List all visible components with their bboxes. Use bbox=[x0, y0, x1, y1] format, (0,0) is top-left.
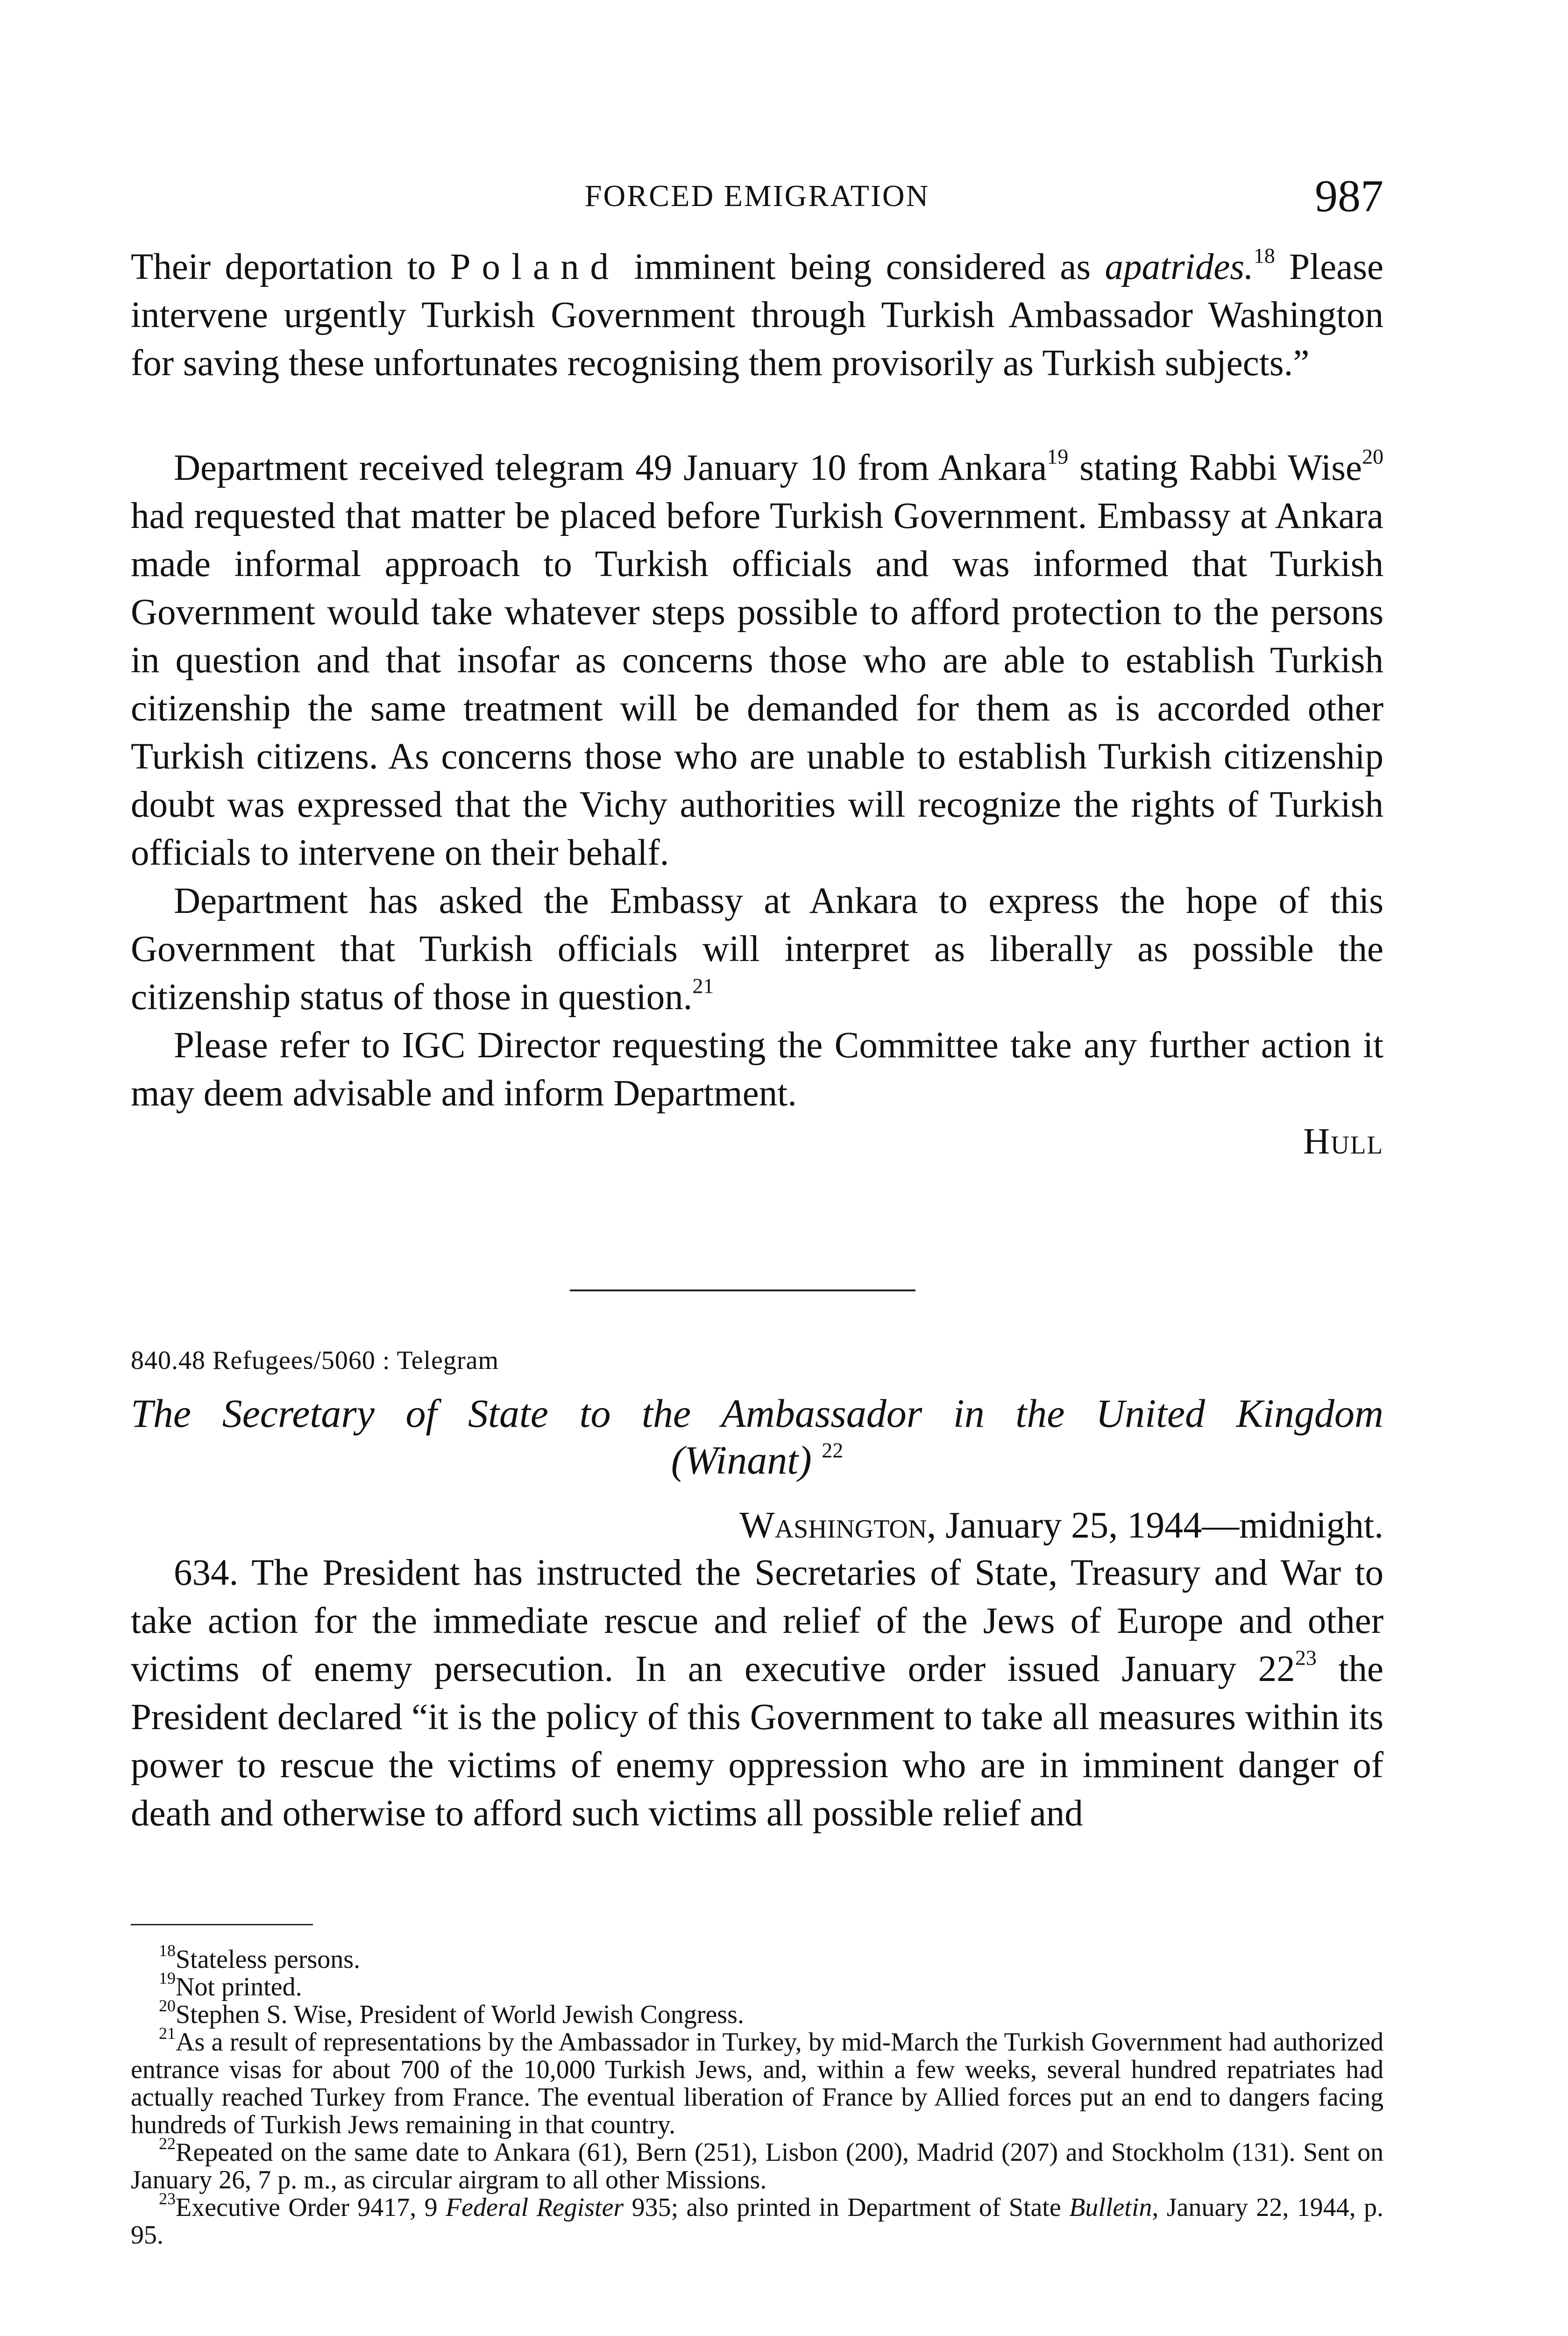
document-reference: 840.48 Refugees/5060 : Telegram bbox=[131, 1346, 499, 1375]
paragraph-ankara: Department received telegram 49 January 10 from Ankara$^{19}$ stating Rabbi Wise$^{20}$ had requested that matter be placed before Turkish Government. Embassy at Ankara made informal approach to Turkish officials and was informed that Turkish Government would take whatever steps possible to afford protection to the persons in question and that insofar as concerns those who are able to establish Turkish citizenship the same treatment will be demanded for them as is accorded other Turkish citizens. As concerns those who are unable to establish Turkish citizenship doubt was expressed that the Vichy authorities will recognize the rights of Turkish officials to intervene on their behalf. bbox=[131, 444, 1384, 873]
footnotes bbox=[131, 1941, 1384, 2250]
footnote-ref-21: 21 bbox=[692, 974, 714, 998]
dateline bbox=[739, 1504, 1384, 1547]
bulletin-title: Bulletin bbox=[1069, 2193, 1152, 2222]
page-number: 987 bbox=[1315, 171, 1384, 221]
footnote-23: $^{23}$Executive Order 9417, 9 Federal Register 935; also printed in Department of State Bulletin, January 22, 1944, p. 95. bbox=[131, 2189, 1384, 2250]
signature-hull: Hull bbox=[1303, 1121, 1384, 1162]
dateline-place: Washington bbox=[739, 1505, 927, 1546]
footnote-divider bbox=[131, 1924, 313, 1925]
footnote-20: $^{20}$Stephen S. Wise, President of World Jewish Congress. bbox=[159, 1996, 744, 2029]
apatrides-term: apatrides. bbox=[1105, 247, 1254, 287]
paragraph-634: 634. The President has instructed the Secretaries of State, Treasury and War to take action for the immediate rescue and relief of the Jews of Europe and other victims of enemy persecution. In an executive order issued January $22^{23}$ the President declared “it is the policy of this Government to take all measures within its power to rescue the victims of enemy oppression who are in imminent danger of death and otherwise to afford such victims all possible relief and bbox=[131, 1553, 1384, 1834]
telegram-634 bbox=[131, 1549, 1384, 1837]
footnote-22: $^{22}$Repeated on the same date to Ankara (61), Bern (251), Lisbon (200), Madrid (207) and Stockholm (131). Sent on January 26, 7 p. m., as circular airgram to all other Missions. bbox=[131, 2134, 1384, 2194]
footnote-21: $^{21}$As a result of representations by the Ambassador in Turkey, by mid-March the Turkish Government had authorized entrance visas for about 700 of the 10,000 Turkish Jews, and, within a few weeks, several hundred repatriates had actually reached Turkey from France. The eventual liberation of France by Allied forces put an end to dangers facing hundreds of Turkish Jews remaining in that country. bbox=[131, 2023, 1384, 2139]
footnote-ref-23: 23 bbox=[1295, 1645, 1317, 1670]
footnote-ref-20: 20 bbox=[1362, 444, 1384, 469]
federal-register-title: Federal Register bbox=[445, 2193, 624, 2222]
paragraph-embassy: Department has asked the Embassy at Ankara to express the hope of this Government that Turkish officials will interpret as liberally as possible the citizenship status of those in question.$^{21}$ bbox=[131, 881, 1384, 1018]
running-head-title: FORCED EMIGRATION bbox=[584, 179, 930, 213]
continuation-paragraph: Their deportation to Poland imminent being considered as apatrides.$^{18}$ Please intervene urgently Turkish Government through Turkish Ambassador Washington for saving these unfortunates recognising them provisorily as Turkish subjects.” bbox=[131, 243, 1384, 384]
main-body bbox=[131, 444, 1384, 1166]
heading-line-2: (Winant) $^{22}$ bbox=[671, 1438, 844, 1482]
telegram-continuation bbox=[131, 243, 1384, 387]
poland-spaced: Poland bbox=[450, 247, 620, 287]
document-heading bbox=[131, 1390, 1384, 1483]
footnote-19: $^{19}$Not printed. bbox=[159, 1968, 302, 2001]
footnote-ref-22: 22 bbox=[822, 1438, 844, 1462]
dateline-date: , January 25, 1944—midnight. bbox=[927, 1505, 1384, 1546]
paragraph-igc: Please refer to IGC Director requesting the Committee take any further action it may deem advisable and inform Department. bbox=[131, 1025, 1384, 1114]
running-head bbox=[131, 171, 1384, 225]
section-divider bbox=[570, 1289, 915, 1291]
footnote-ref-18: 18 bbox=[1253, 243, 1275, 268]
footnote-18: $^{18}$Stateless persons. bbox=[159, 1941, 361, 1974]
heading-line-1: The Secretary of State to the Ambassador in the United Kingdom bbox=[131, 1391, 1384, 1436]
footnote-ref-19: 19 bbox=[1047, 444, 1069, 469]
